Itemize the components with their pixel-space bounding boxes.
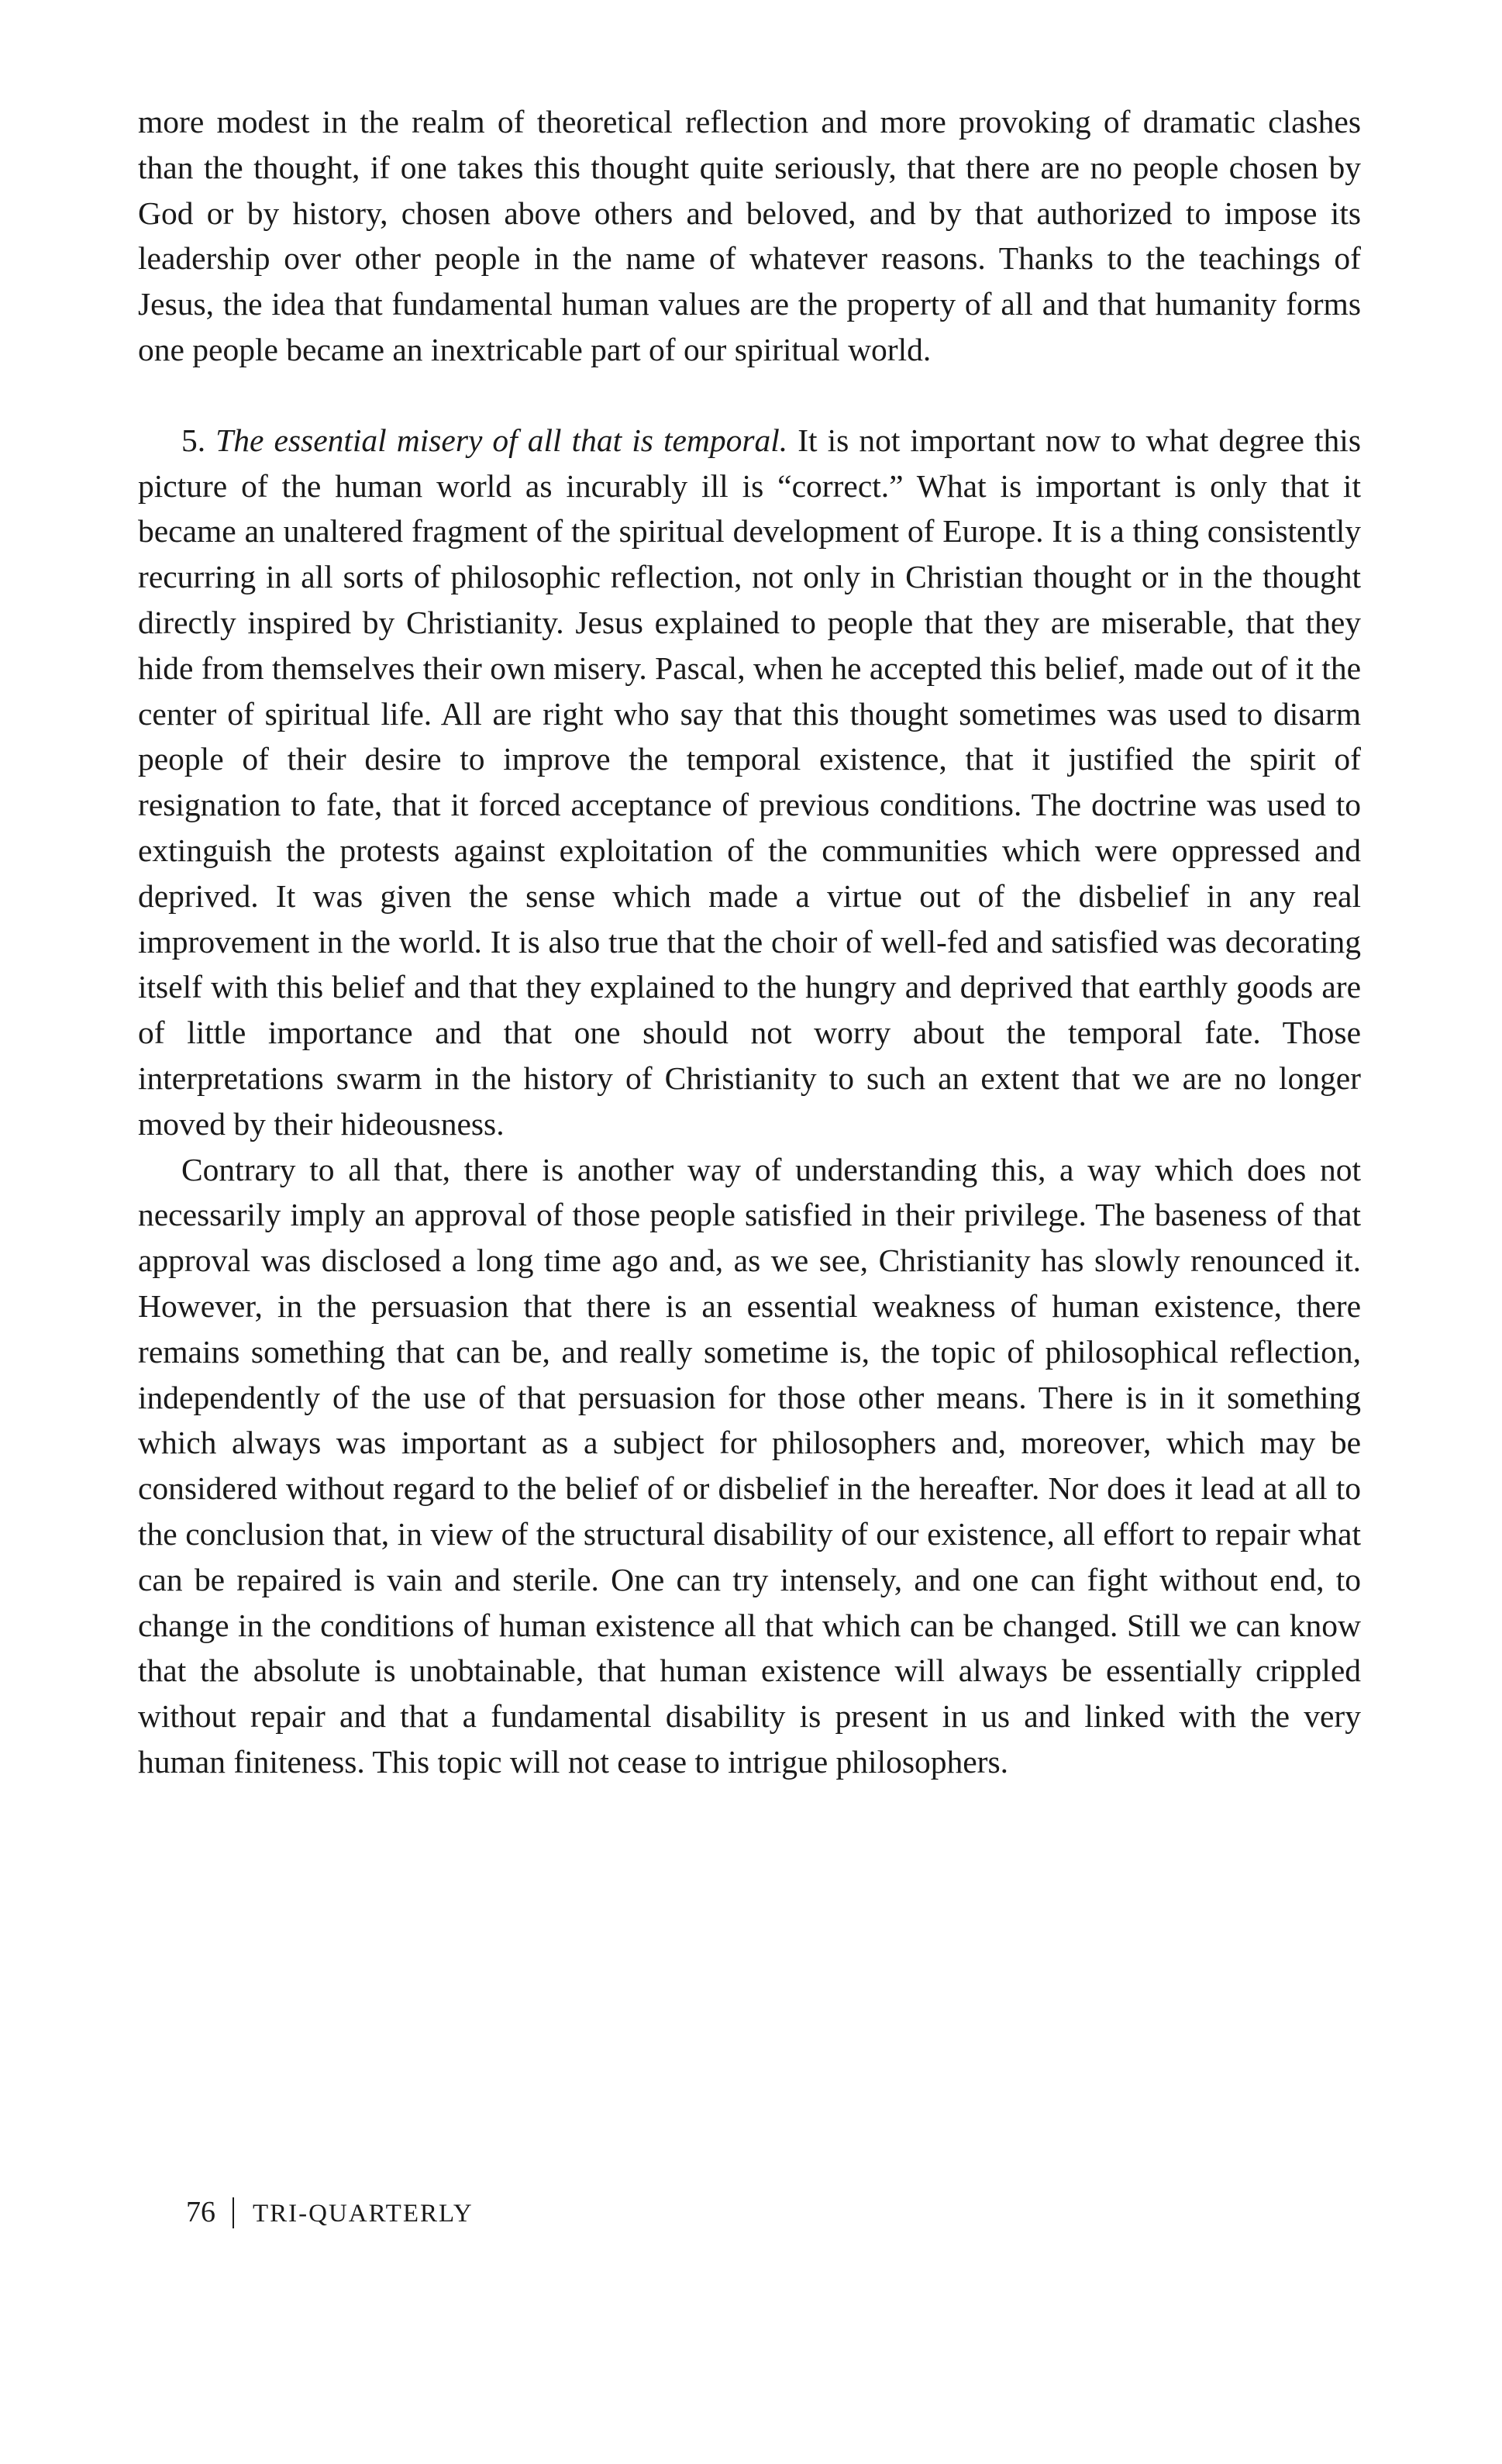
page-number: 76 <box>186 2196 215 2228</box>
section-number: 5. <box>181 422 206 458</box>
paragraph-contrary: Contrary to all that, there is another way of understanding this, a way which does not necessarily imply an approval of those people satisfied in their privilege. The baseness of that approval was disclosed a long time ago and, as we see, Christianity has slowly renounced it. However, in the persuasion that there is an essential weakness of human existence, there remains something that can be, and really sometime is, the topic of philosophical reflection, independently of the use of that persuasion for those other means. There is in it something which always was important as a subject for philosophers and, moreover, which may be considered without regard to the belief of or disbelief in the hereafter. Nor does it lead at all to the conclusion that, in view of the structural disability of our existence, all effort to repair what can be repaired is vain and sterile. One can try intensely, and one can fight without end, to change in the conditions of human existence all that which can be changed. Still we can know that the absolute is unobtainable, that human existence will always be essentially crippled without repair and that a fundamental disability is present in us and linked with the very human finiteness. This topic will not cease to intrigue philosophers. <box>138 1151 1361 1780</box>
footer-divider <box>233 2197 234 2228</box>
body-text <box>138 99 1361 1785</box>
section-title: The essential misery of all that is temporal. <box>215 422 788 458</box>
section-body: It is not important now to what degree this picture of the human world as incurably ill is “correct.” What is important is only that it became an unaltered fragment of the spiritual development of Europe. It is a thing consistently recurring in all sorts of philosophic reflection, not only in Christian thought or in the thought directly inspired by Christianity. Jesus explained to people that they are miserable, that they hide from themselves their own misery. Pascal, when he accepted this belief, made out of it the center of spiritual life. All are right who say that this thought sometimes was used to disarm people of their desire to improve the temporal existence, that it justified the spirit of resignation to fate, that it forced acceptance of previous conditions. The doctrine was used to extinguish the protests against exploitation of the communities which were oppressed and deprived. It was given the sense which made a virtue out of the disbelief in any real improvement in the world. It is also true that the choir of well-fed and satisfied was decorating itself with this belief and that they explained to the hungry and deprived that earthly goods are of little importance and that one should not worry about the temporal fate. Those interpretations swarm in the history of Christianity to such an extent that we are no longer moved by their hideousness. <box>138 422 1361 1142</box>
paragraph-continuation: more modest in the realm of theoretical reflection and more provoking of dramatic clashes than the thought, if one takes this thought quite seriously, that there are no people chosen by God or by history, chosen above others and beloved, and by that authorized to impose its leadership over other people in the name of whatever reasons. Thanks to the teachings of Jesus, the idea that fundamental human values are the property of all and that humanity forms one people became an inextricable part of our spiritual world. <box>138 104 1361 367</box>
page-footer <box>186 2195 474 2231</box>
paragraph-section-5 <box>138 418 1361 1147</box>
journal-name: TRI-QUARTERLY <box>253 2200 474 2228</box>
